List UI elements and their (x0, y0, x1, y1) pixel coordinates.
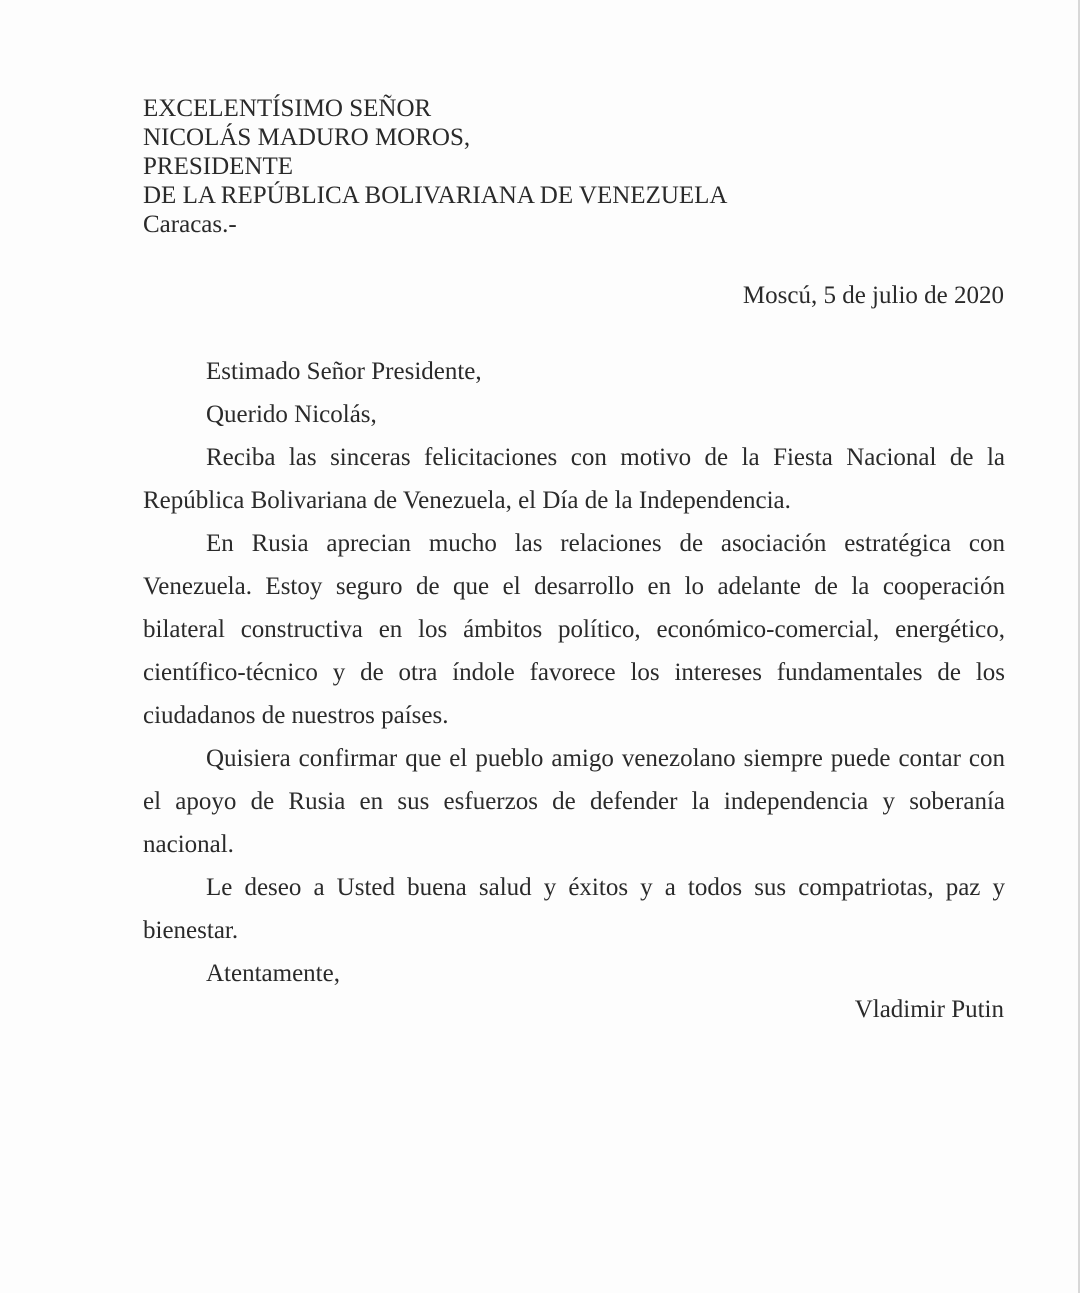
signature-name: Vladimir Putin (854, 996, 1004, 1023)
addressee-block (143, 94, 728, 239)
body-paragraph: En Rusia aprecian mucho las relaciones de asociación estratégica con Venezuela. Estoy seguro de que el desarrollo en lo adelante de la cooperación bilateral constructiva en los ámbitos político, económico-comercial, energético, científico-técnico y de otra índole favorece los intereses fundamentales de los ciudadanos de nuestros países. (143, 530, 1005, 729)
letter-body (143, 350, 1005, 995)
addressee-line: NICOLÁS MADURO MOROS, (143, 124, 471, 151)
addressee-city: Caracas.- (143, 211, 237, 238)
addressee-line: EXCELENTÍSIMO SEÑOR (143, 95, 432, 122)
closing: Atentamente, (206, 960, 340, 987)
letter-date: Moscú, 5 de julio de 2020 (742, 282, 1004, 309)
body-paragraph: Le deseo a Usted buena salud y éxitos y a todos sus compatriotas, paz y bienestar. (143, 874, 1005, 944)
body-paragraph: Reciba las sinceras felicitaciones con motivo de la Fiesta Nacional de la República Bolivariana de Venezuela, el Día de la Independencia. (143, 444, 1005, 514)
addressee-line: PRESIDENTE (143, 153, 293, 180)
salutation: Querido Nicolás, (206, 401, 377, 428)
salutation: Estimado Señor Presidente, (206, 358, 482, 385)
body-paragraph: Quisiera confirmar que el pueblo amigo venezolano siempre puede contar con el apoyo de Rusia en sus esfuerzos de defender la independencia y soberanía nacional. (143, 745, 1005, 858)
addressee-line: DE LA REPÚBLICA BOLIVARIANA DE VENEZUELA (143, 182, 728, 209)
